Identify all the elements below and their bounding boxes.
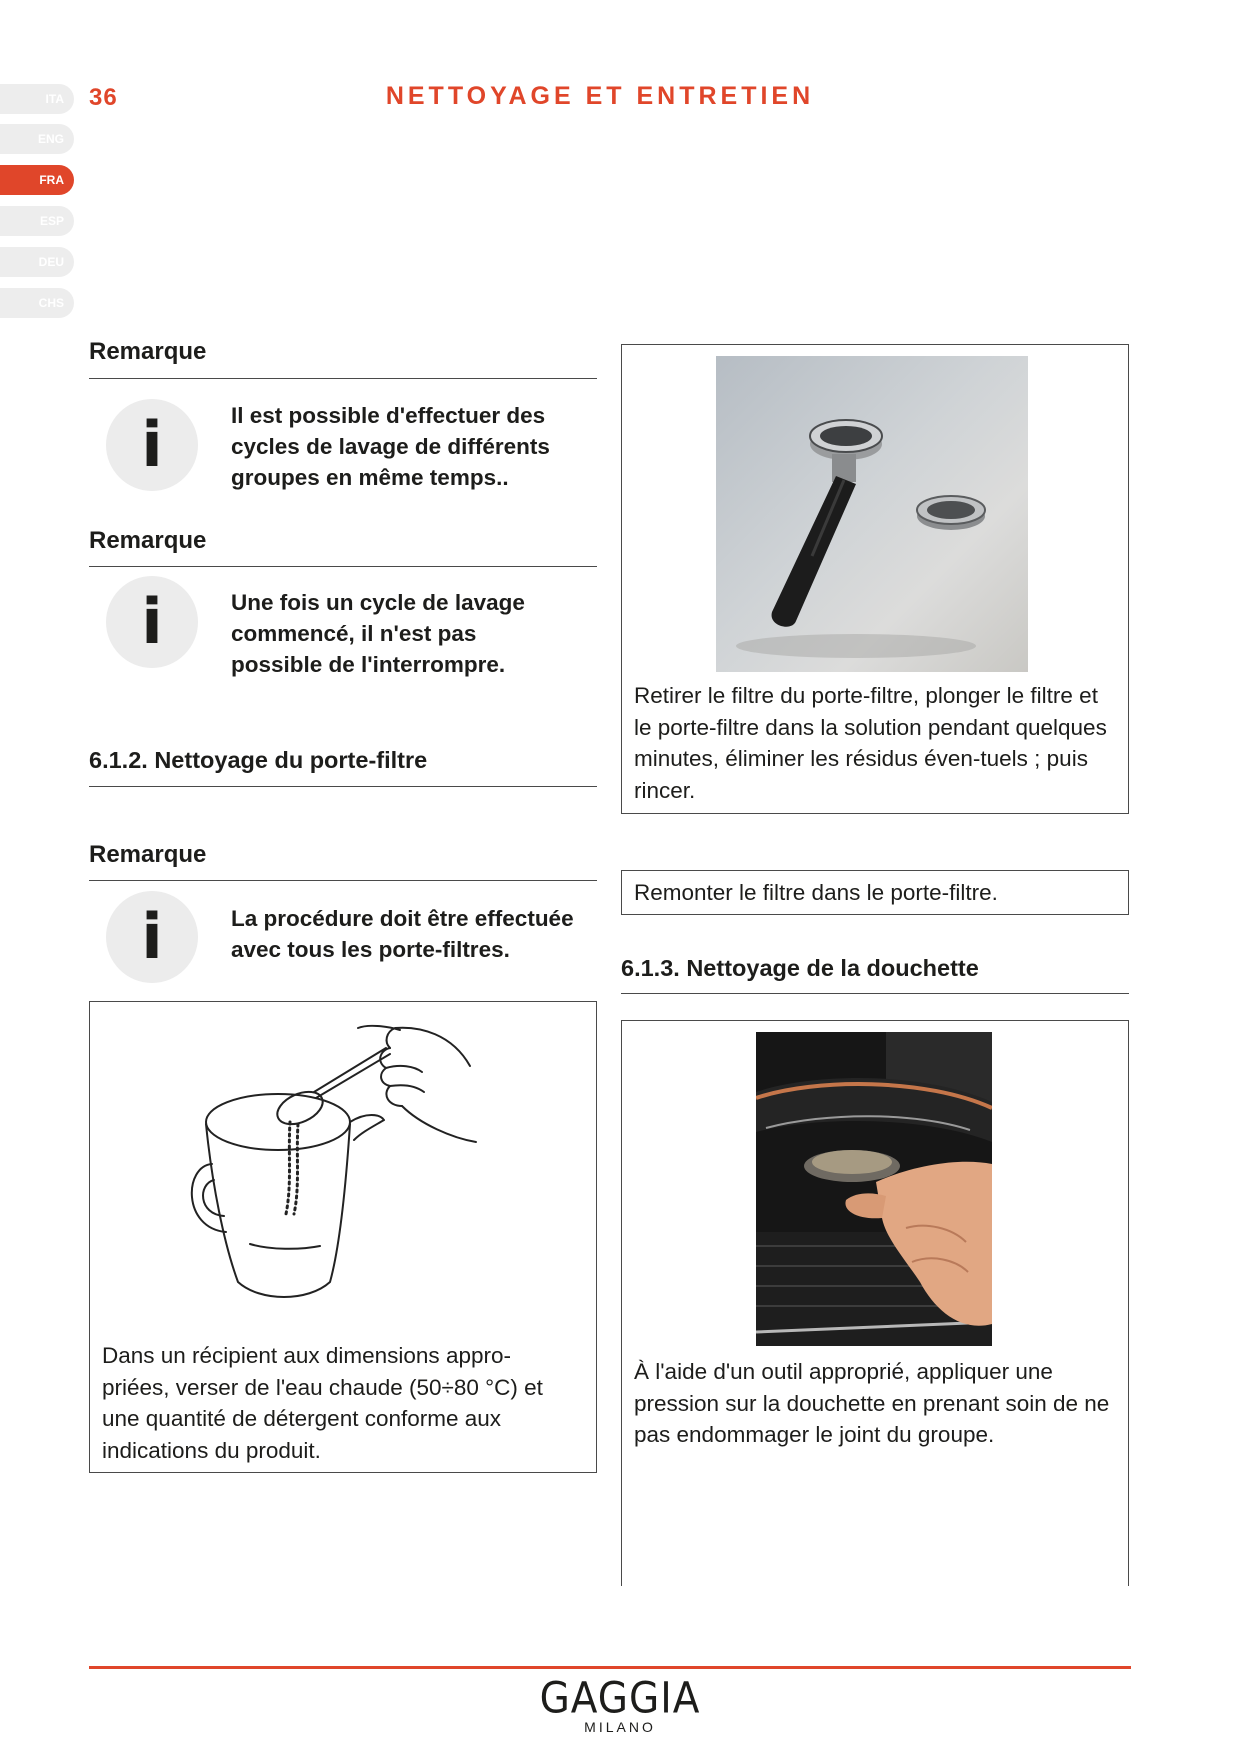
reassemble-step-box (621, 870, 1129, 915)
language-tab-eng[interactable]: ENG (0, 124, 74, 154)
logo-subtitle: MILANO (584, 1719, 656, 1735)
douchette-image (756, 1032, 992, 1346)
footer-rule (89, 1666, 1131, 1669)
info-icon: i (106, 891, 198, 983)
jug-step-box (89, 1001, 597, 1473)
note-title: Remarque (89, 841, 207, 868)
language-tab-ita[interactable]: ITA (0, 84, 74, 114)
chapter-title: NETTOYAGE ET ENTRETIEN (385, 82, 815, 110)
note-text: La procédure doit être effectuée avec tous les porte-filtres. (231, 906, 574, 962)
divider (89, 378, 597, 379)
porte-filtre-image (716, 356, 1028, 672)
divider (89, 566, 597, 567)
info-icon: i (106, 399, 198, 491)
note-title: Remarque (89, 527, 207, 554)
gaggia-logo (500, 1673, 740, 1735)
divider (89, 880, 597, 881)
logo-brand: GAGGIA (539, 1673, 701, 1724)
jug-illustration (190, 1014, 510, 1314)
jug-step-text: Dans un récipient aux dimensions appro-priées, verser de l'eau chaude (50÷80 °C) et une quantité de détergent conforme aux indications du produit. (102, 1343, 543, 1463)
section-heading-6-1-3: 6.1.3. Nettoyage de la douchette (621, 955, 979, 981)
shower-step-box (621, 1020, 1129, 1586)
filter-holder-step-text: Retirer le filtre du porte-filtre, plonger le filtre et le porte-filtre dans la solution pendant quelques minutes, éliminer les résidus éven-tuels ; puis rincer. (634, 683, 1107, 803)
language-tab-esp[interactable]: ESP (0, 206, 74, 236)
shower-photo (756, 1032, 992, 1346)
language-tab-deu[interactable]: DEU (0, 247, 74, 277)
filter-holder-step-box (621, 344, 1129, 814)
language-tab-chs[interactable]: CHS (0, 288, 74, 318)
language-tab-fra[interactable]: FRA (0, 165, 74, 195)
section-heading-6-1-2: 6.1.2. Nettoyage du porte-filtre (89, 747, 428, 773)
page-number: 36 (89, 84, 118, 111)
shower-step-text: À l'aide d'un outil approprié, appliquer une pression sur la douchette en prenant soin de ne pas endommager le joint du groupe. (634, 1359, 1110, 1447)
filter-holder-photo (716, 356, 1028, 672)
divider (621, 993, 1129, 994)
note-text: Il est possible d'effectuer des cycles de lavage de différents groupes en même temps.. (231, 403, 550, 490)
info-icon: i (106, 576, 198, 668)
reassemble-step-text: Remonter le filtre dans le porte-filtre. (634, 880, 998, 905)
note-title: Remarque (89, 338, 207, 365)
divider (89, 786, 597, 787)
note-text: Une fois un cycle de lavage commencé, il n'est pas possible de l'interrompre. (231, 590, 525, 677)
